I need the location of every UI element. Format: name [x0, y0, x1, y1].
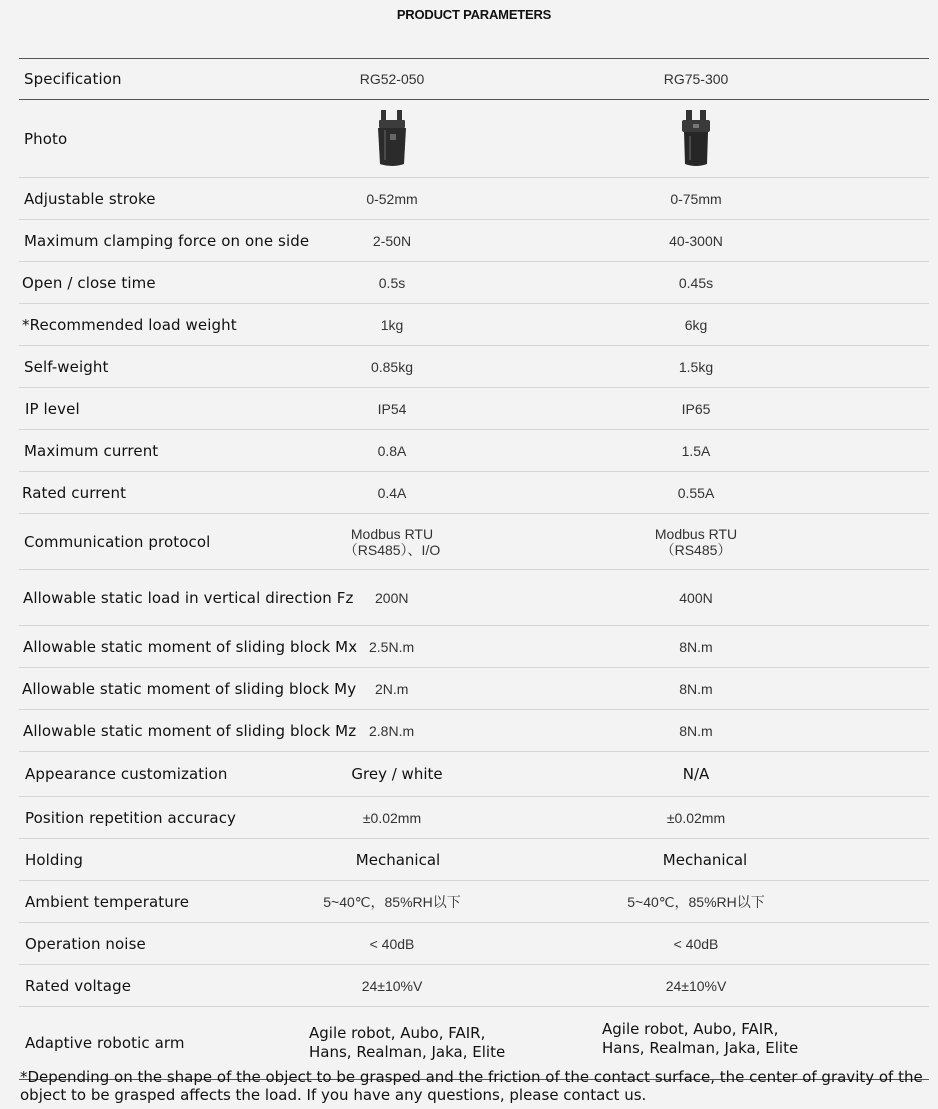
value-line: Modbus RTU [350, 525, 434, 542]
value-model-2: 40-300N [669, 232, 723, 249]
value-model-1: 2-50N [372, 232, 412, 249]
spec-row [19, 262, 929, 304]
gripper-icon [375, 110, 409, 168]
product-photo-1 [272, 100, 512, 177]
spec-row [19, 570, 929, 626]
spec-row [19, 626, 929, 668]
value-model-1: IP54 [377, 400, 407, 417]
value-model-1: 2.5N.m [369, 638, 415, 655]
value-line: Hans, Realman, Jaka, Elite [602, 1039, 799, 1057]
value-model-2: 1.5A [681, 442, 711, 459]
model-name-2: RG75-300 [663, 71, 729, 87]
value-model-2: 0.55A [677, 484, 715, 501]
value-model-1: 2.8N.m [369, 722, 415, 739]
product-photo-2 [576, 100, 816, 177]
spec-row [19, 388, 929, 430]
spec-row [19, 923, 929, 965]
row-label: Adaptive robotic arm [25, 1034, 185, 1052]
value-model-2: 0-75mm [670, 190, 722, 207]
value-model-1: 0.8A [377, 442, 407, 459]
value-model-1: 1kg [380, 316, 404, 333]
row-label: Maximum current [24, 441, 159, 460]
table-header-row [19, 59, 929, 100]
value-line: （RS485）、I/O [343, 541, 441, 558]
value-model-1: 200N [375, 589, 409, 606]
value-model-1: ±0.02mm [362, 809, 422, 826]
photo-row [19, 100, 929, 178]
row-label: Self-weight [24, 357, 109, 376]
value-model-2: < 40dB [673, 935, 719, 952]
row-label: Communication protocol [24, 532, 211, 551]
value-model-1: 0.85kg [370, 358, 414, 375]
value-model-1: 5~40℃，85%RH以下 [323, 893, 461, 910]
row-label: Adjustable stroke [24, 189, 156, 208]
row-label: IP level [25, 399, 80, 418]
value-model-1: < 40dB [369, 935, 415, 952]
value-model-2 [576, 514, 816, 569]
row-label: Holding [25, 850, 84, 869]
value-line: Modbus RTU [654, 525, 738, 542]
value-model-1: 2N.m [375, 680, 409, 697]
spec-row [19, 304, 929, 346]
spec-row [19, 752, 929, 797]
value-line: Agile robot, Aubo, FAIR, [602, 1020, 779, 1038]
row-label: Ambient temperature [25, 892, 190, 911]
row-label: Allowable static moment of sliding block Mz [23, 721, 357, 740]
spec-row [19, 797, 929, 839]
row-label: Maximum clamping force on one side [24, 231, 310, 250]
value-model-1: Mechanical [355, 850, 441, 869]
value-model-2: 5~40℃，85%RH以下 [627, 893, 765, 910]
page-title: PRODUCT PARAMETERS [396, 7, 552, 22]
value-model-1: 24±10%V [361, 977, 423, 994]
header-label: Specification [24, 70, 122, 88]
spec-row [19, 178, 929, 220]
spec-row [19, 346, 929, 388]
value-model-1: 0-52mm [366, 190, 418, 207]
spec-row [19, 514, 929, 570]
footnote: *Depending on the shape of the object to be grasped and the friction of the contact surface, the center of gravity of the object to be grasped affects the load. If you have any questions, please contact us. [20, 1068, 923, 1104]
row-label: Allowable static moment of sliding block My [22, 679, 357, 698]
value-line: Hans, Realman, Jaka, Elite [309, 1043, 506, 1061]
row-label: Allowable static load in vertical direction Fz [23, 588, 354, 607]
value-model-2: 6kg [684, 316, 708, 333]
row-label: *Recommended load weight [22, 315, 237, 334]
spec-row [19, 472, 929, 514]
value-model-2: 0.45s [678, 274, 714, 291]
value-model-2: 8N.m [679, 680, 713, 697]
parameters-table [19, 58, 929, 1080]
row-label: Operation noise [25, 934, 146, 953]
value-model-2: 24±10%V [665, 977, 727, 994]
row-label: Photo [24, 129, 68, 148]
value-line: Agile robot, Aubo, FAIR, [309, 1024, 486, 1042]
row-label: Rated voltage [25, 976, 132, 995]
value-model-2: 8N.m [679, 722, 713, 739]
spec-row [19, 668, 929, 710]
gripper-icon [679, 110, 713, 168]
model-name-1: RG52-050 [359, 71, 425, 87]
spec-row [19, 220, 929, 262]
row-label: Allowable static moment of sliding block Mx [23, 637, 358, 656]
row-label: Appearance customization [25, 765, 228, 783]
row-label: Open / close time [22, 273, 156, 292]
value-model-1: 0.4A [377, 484, 407, 501]
spec-row [19, 965, 929, 1007]
value-model-2: N/A [682, 765, 710, 783]
spec-row [19, 430, 929, 472]
value-model-1 [272, 514, 512, 569]
value-model-1: Grey / white [351, 765, 443, 783]
row-label: Position repetition accuracy [25, 808, 237, 827]
spec-row [19, 839, 929, 881]
value-model-1: 0.5s [378, 274, 406, 291]
value-model-2: ±0.02mm [666, 809, 726, 826]
value-model-2: Mechanical [662, 850, 748, 869]
value-line: （RS485） [660, 541, 732, 558]
value-model-2: 400N [679, 589, 713, 606]
value-model-2: 8N.m [679, 638, 713, 655]
value-model-2: 1.5kg [678, 358, 714, 375]
spec-row [19, 710, 929, 752]
value-model-2: IP65 [681, 400, 711, 417]
spec-row [19, 881, 929, 923]
row-label: Rated current [22, 483, 127, 502]
